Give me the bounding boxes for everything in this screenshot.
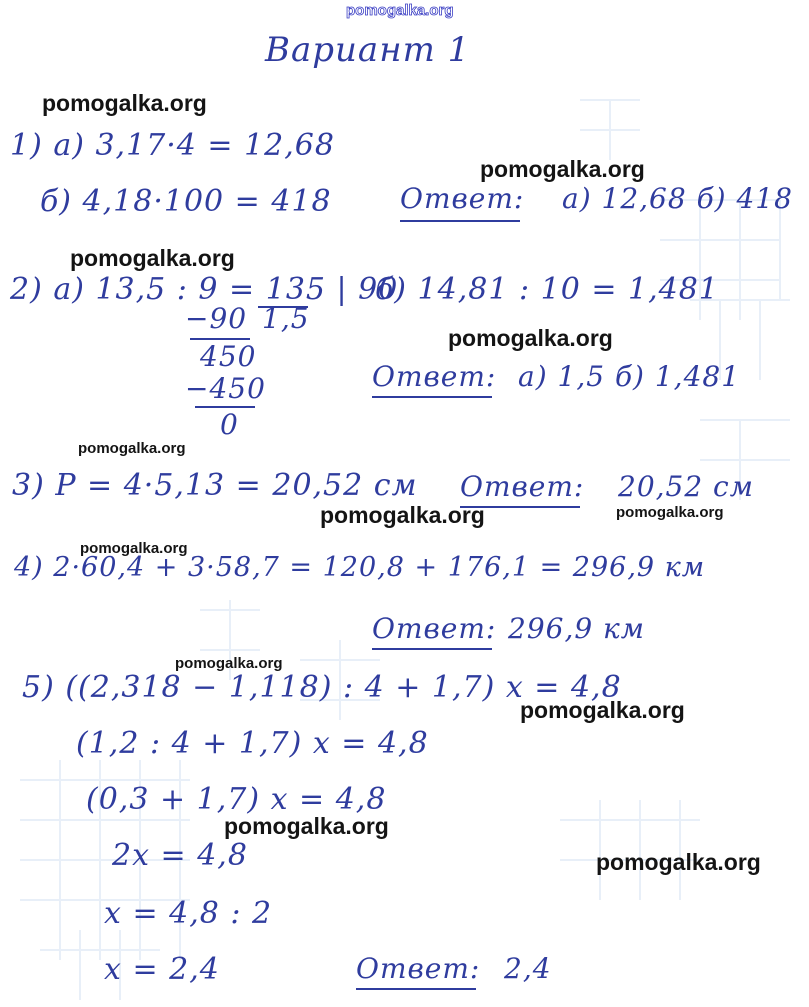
watermark: pomogalka.org <box>320 502 485 528</box>
task2-division-quotient: 1,5 <box>262 302 310 335</box>
watermark: pomogalka.org <box>596 849 761 875</box>
answer-underline <box>460 506 580 508</box>
task2-division-rem2: 0 <box>220 408 239 441</box>
task3-answer-word: Ответ: <box>460 470 585 503</box>
watermark: pomogalka.org <box>78 440 186 457</box>
task4-line: 4) 2·60,4 + 3·58,7 = 120,8 + 176,1 = 296,9 км <box>14 552 706 583</box>
task5-line-4: 2x = 4,8 <box>112 838 248 873</box>
task4-answer-word: Ответ: <box>372 612 497 645</box>
watermark: pomogalka.org <box>616 504 724 521</box>
answer-underline <box>372 648 492 650</box>
task5-line-1: 5) ((2,318 − 1,118) : 4 + 1,7) x = 4,8 <box>22 670 622 705</box>
watermark: pomogalka.org <box>70 245 235 271</box>
answer-underline <box>372 396 492 398</box>
task1-answer: а) 12,68 б) 418 <box>562 182 793 215</box>
task1-answer-word: Ответ: <box>400 182 525 215</box>
task2-division-sub1: −90 <box>185 302 248 335</box>
task5-line-2: (1,2 : 4 + 1,7) x = 4,8 <box>76 726 429 761</box>
answer-underline <box>400 220 520 222</box>
task5-line-3: (0,3 + 1,7) x = 4,8 <box>86 782 387 817</box>
answer-underline <box>356 988 476 990</box>
watermark: pomogalka.org <box>520 697 685 723</box>
watermark: pomogalka.org <box>448 325 613 351</box>
task2-answer-word: Ответ: <box>372 360 497 393</box>
watermark: pomogalka.org <box>480 156 645 182</box>
task2-line-b: б) 14,81 : 10 = 1,481 <box>375 272 719 307</box>
watermark: pomogalka.org <box>80 540 188 557</box>
watermark-top: pomogalka.org <box>346 2 454 19</box>
task2-answer: а) 1,5 б) 1,481 <box>518 360 741 393</box>
watermark: pomogalka.org <box>175 655 283 672</box>
task5-line-6: x = 2,4 <box>104 952 220 987</box>
task2-line-a: 2) а) 13,5 : 9 = 135 | 90 <box>10 272 399 307</box>
task1-line-a: 1) а) 3,17·4 = 12,68 <box>10 128 335 163</box>
watermark: pomogalka.org <box>42 90 207 116</box>
task5-answer: 2,4 <box>504 952 552 985</box>
task5-line-5: x = 4,8 : 2 <box>104 896 273 931</box>
division-line <box>258 306 308 308</box>
task1-line-b: б) 4,18·100 = 418 <box>40 184 332 219</box>
task3-line: 3) P = 4·5,13 = 20,52 см <box>12 468 418 503</box>
task5-answer-word: Ответ: <box>356 952 481 985</box>
task2-division-rem1: 450 <box>200 340 257 373</box>
task3-answer: 20,52 см <box>618 470 754 503</box>
task2-division-sub2: −450 <box>185 372 266 405</box>
task4-answer: 296,9 км <box>508 612 645 645</box>
page-title: Вариант 1 <box>265 30 471 70</box>
watermark: pomogalka.org <box>224 813 389 839</box>
